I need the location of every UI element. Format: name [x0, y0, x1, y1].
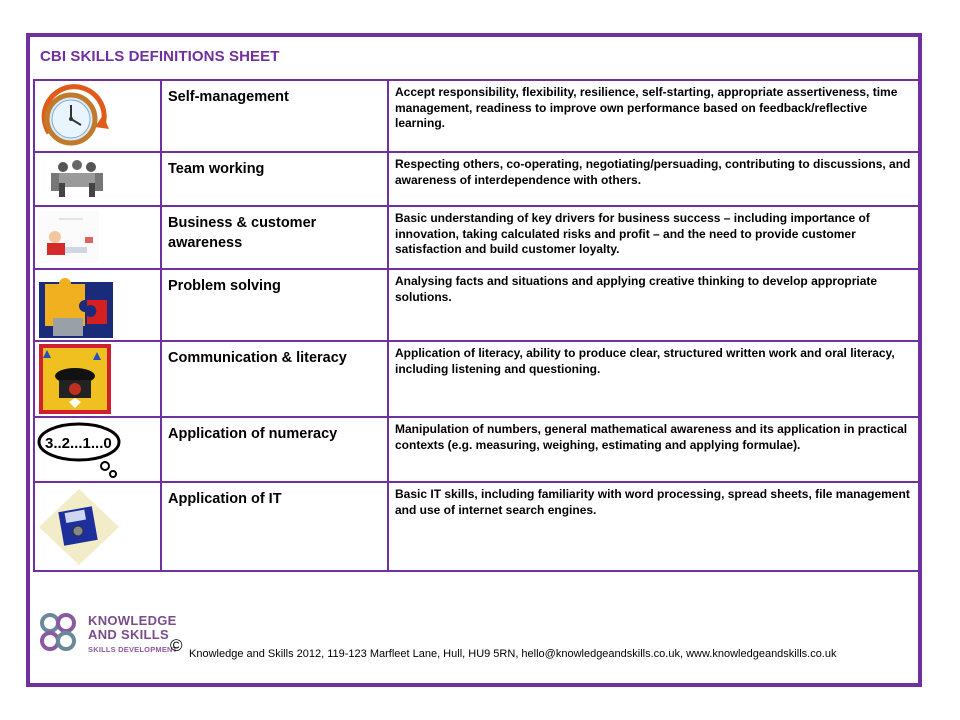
copyright-icon: © [170, 636, 183, 655]
logo-knot-icon [38, 611, 88, 659]
table-row [34, 341, 920, 417]
skill-description: Respecting others, co-operating, negotiating/persuading, contributing to discussions, and awareness of interdependence with others. [388, 152, 920, 206]
puzzle-icon [34, 269, 161, 341]
customer-service-icon [34, 206, 161, 269]
skill-description: Application of literacy, ability to produce clear, structured written work and oral literacy, including listening and questioning. [388, 341, 920, 417]
table-row [34, 482, 920, 571]
skill-description: Manipulation of numbers, general mathematical awareness and its application in practical contexts (e.g. measuring, weighing, estimating and applying formulae). [388, 417, 920, 482]
skills-table [33, 79, 921, 572]
skill-name: Problem solving [161, 269, 388, 341]
sheet-title: CBI SKILLS DEFINITIONS SHEET [40, 48, 280, 65]
skill-description: Basic understanding of key drivers for business success – including importance of innovation, taking calculated risks and profit – and the need to provide customer satisfaction and build customer loyalty. [388, 206, 920, 269]
countdown-thought-icon [34, 417, 161, 482]
team-icon [34, 152, 161, 206]
table-row [34, 269, 920, 341]
skill-name: Self-management [161, 80, 388, 152]
skill-name: Application of numeracy [161, 417, 388, 482]
logo-subtitle: SKILLS DEVELOPMENT [88, 645, 178, 654]
table-row [34, 206, 920, 269]
skill-name: Application of IT [161, 482, 388, 571]
table-row [34, 80, 920, 152]
countdown-text: 3..2...1...0 [45, 435, 112, 452]
telephone-icon [34, 341, 161, 417]
logo-line2: AND SKILLS [88, 627, 169, 642]
table-row [34, 417, 920, 482]
skill-name: Business & customer awareness [161, 206, 388, 269]
copyright-text: Knowledge and Skills 2012, 119-123 Marfleet Lane, Hull, HU9 5RN, hello@knowledgeandskills.co.uk, www.knowledgeandskills.co.uk [189, 648, 837, 660]
logo-wordmark [88, 614, 177, 642]
skill-description: Analysing facts and situations and applying creative thinking to develop appropriate solutions. [388, 269, 920, 341]
skill-description: Basic IT skills, including familiarity with word processing, spread sheets, file management and use of internet search engines. [388, 482, 920, 571]
floppy-disk-icon [34, 482, 161, 571]
skill-description: Accept responsibility, flexibility, resilience, self-starting, appropriate assertiveness, time management, readiness to improve own performance based on feedback/reflective learning. [388, 80, 920, 152]
skill-name: Team working [161, 152, 388, 206]
skill-name: Communication & literacy [161, 341, 388, 417]
logo-line1: KNOWLEDGE [88, 613, 177, 628]
clock-icon [34, 80, 161, 152]
table-row [34, 152, 920, 206]
